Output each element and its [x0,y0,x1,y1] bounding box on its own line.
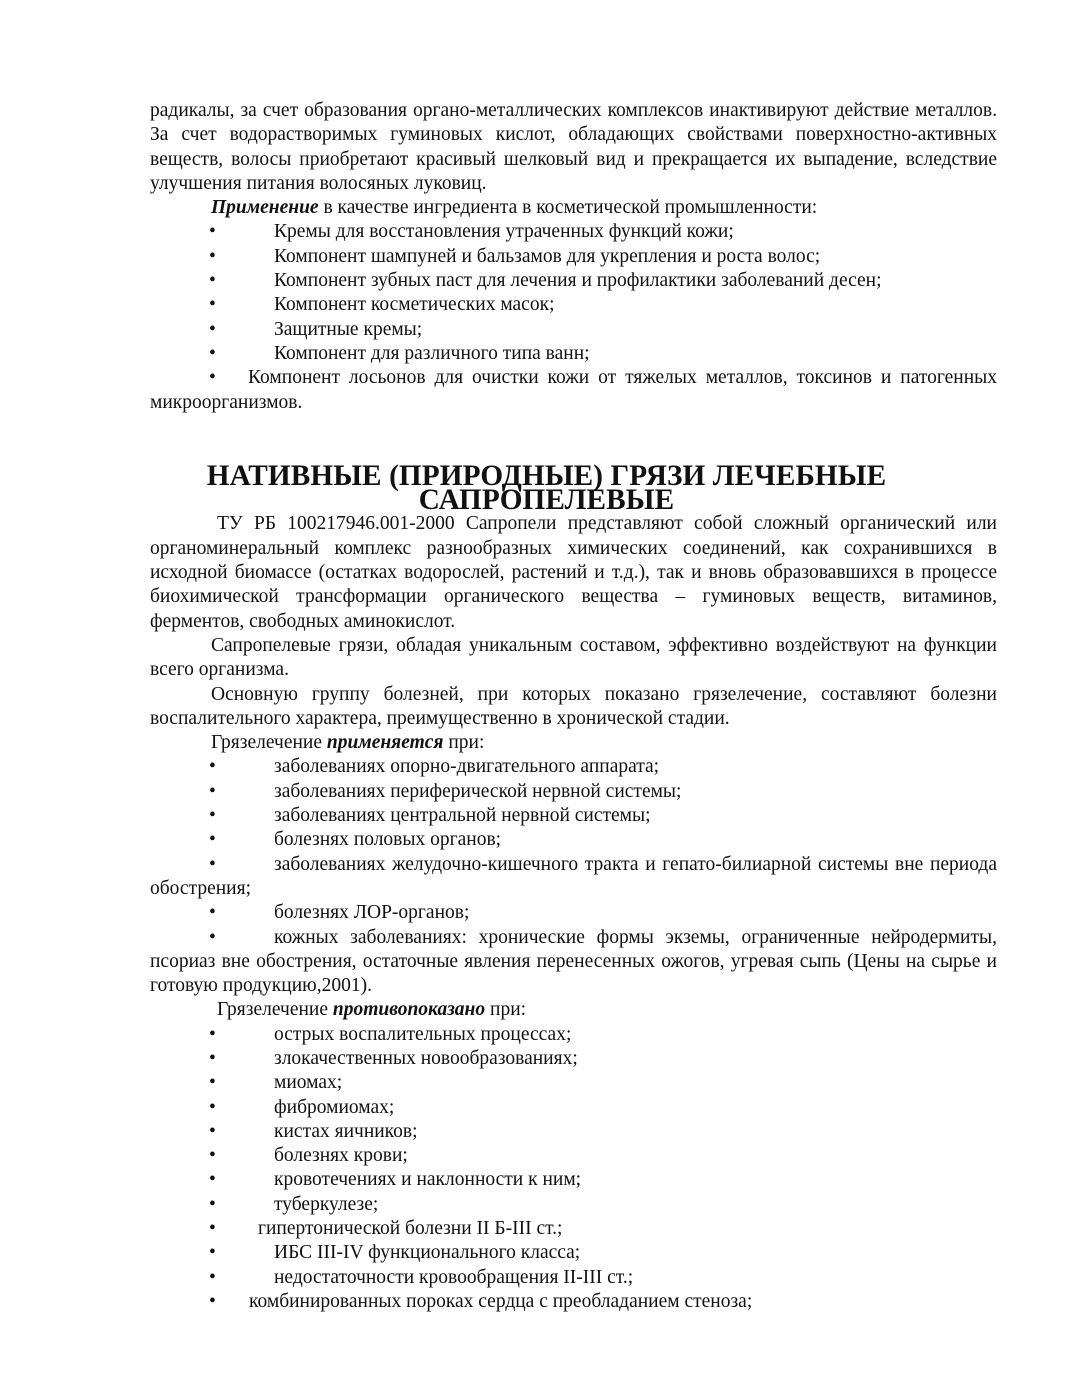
bullet-icon: • [209,245,216,267]
bullet-icon: • [209,805,216,827]
list-item: • туберкулезе; [150,1193,997,1217]
paragraph: Сапропелевые грязи, обладая уникальным составом, эффективно воздействуют на функции всего организма. [150,634,997,681]
bullet-icon: • [209,756,216,778]
bullet-icon: • [209,1120,216,1142]
paragraph: Основную группу болезней, при которых показано грязелечение, составляют болезни воспалительного характера, преимущественно в хронической стадии. [150,683,997,729]
bullet-icon: • [209,1290,216,1312]
bullet-icon: • [209,1072,216,1094]
section-title: НАТИВНЫЕ (ПРИРОДНЫЕ) ГРЯЗИ ЛЕЧЕБНЫЕ САПРОПЕЛЕВЫЕ [206,459,887,517]
bullet-icon: • [209,853,216,875]
bullet-icon: • [209,902,216,924]
list-item: • кровотечениях и наклонности к ним; [150,1168,997,1192]
document-page [150,99,997,1314]
list-item: • миомах; [150,1071,997,1095]
list-item: • Компонент шампуней и бальзамов для укрепления и роста волос; [150,245,997,269]
list-item: • болезнях ЛОР-органов; [150,901,997,925]
bullet-icon: • [209,1023,216,1045]
paragraph: ТУ РБ 100217946.001-2000 Сапропели представляют собой сложный органический или органоминеральный комплекс разнообразных химических соединений, как сохранившихся в исходной биомассе (остатках водорослей, растений и т.д.), так и вновь образовавшихся в процессе биохимической трансформации органического вещества – гуминовых веществ, витаминов, ферментов, свободных аминокислот. [150,513,997,632]
list-item: • Компонент косметических масок; [150,293,997,317]
list-item: • злокачественных новообразованиях; [150,1047,997,1071]
list-item: • гипертонической болезни II Б-III ст.; [150,1217,997,1241]
indications-list [150,755,997,998]
bullet-icon: • [209,829,216,851]
bullet-icon: • [209,342,216,364]
bullet-icon: • [209,1169,216,1191]
list-item: • заболеваниях желудочно-кишечного тракта и гепато-билиарной системы вне периода обострения; [150,853,997,899]
list-item: • заболеваниях опорно-двигательного аппарата; [150,755,997,779]
application-lead [150,196,997,220]
list-item: • острых воспалительных процессах; [150,1023,997,1047]
list-item: • комбинированных пороках сердца с преобладанием стеноза; [150,1290,997,1314]
bullet-icon: • [209,294,216,316]
bullet-icon: • [209,318,216,340]
bullet-icon: • [209,1218,216,1240]
list-item: • болезнях крови; [150,1144,997,1168]
bullet-icon: • [209,1266,216,1288]
list-item: • ИБС III-IV функционального класса; [150,1241,997,1265]
list-item: • заболеваниях периферической нервной системы; [150,780,997,804]
bullet-icon: • [209,1047,216,1069]
list-item: • Защитные кремы; [150,318,997,342]
application-list [150,220,997,414]
indications-label: применяется [326,732,444,754]
bullet-icon: • [209,780,216,802]
bullet-icon: • [209,270,216,292]
bullet-icon: • [209,221,216,243]
bullet-icon: • [209,367,216,389]
list-item: • кистах яичников; [150,1120,997,1144]
contraindications-label: противопоказано [332,999,486,1021]
bullet-icon: • [209,926,216,948]
contraindications-list [150,1023,997,1315]
application-label: Применение [211,197,319,219]
intro-paragraph: радикалы, за счет образования органо-металлических комплексов инактивируют действие металлов. За счет водорастворимых гуминовых кислот, обладающих свойствами поверхностно-активных веществ, волосы приобретают красивый шелковый вид и прекращается их выпадение, вследствие улучшения питания волосяных луковиц. [150,100,997,194]
list-item: • фибромиомах; [150,1096,997,1120]
list-item: • Компонент лосьонов для очистки кожи от тяжелых металлов, токсинов и патогенных микроорганизмов. [150,367,997,413]
bullet-icon: • [209,1242,216,1264]
list-item: • Компонент зубных паст для лечения и профилактики заболеваний десен; [150,269,997,293]
list-item: • Компонент для различного типа ванн; [150,342,997,366]
bullet-icon: • [209,1096,216,1118]
application-text: в качестве ингредиента в косметической промышленности: [318,197,818,219]
list-item: • заболеваниях центральной нервной системы; [150,804,997,828]
section-gap [150,415,997,464]
bullet-icon: • [209,1193,216,1215]
contraindications-lead: Грязелечение противопоказано при: [217,999,527,1021]
list-item: • кожных заболеваниях: хронические формы экземы, ограниченные нейродермиты, псориаз вне обострения, остаточные явления перенесенных ожогов, угревая сыпь (Цены на сырье и готовую продукцию,2001). [150,926,997,997]
list-item: • болезнях половых органов; [150,828,997,852]
list-item: • недостаточности кровообращения II-III ст.; [150,1266,997,1290]
bullet-icon: • [209,1145,216,1167]
indications-lead: Грязелечение применяется при: [211,732,485,754]
list-item: • Кремы для восстановления утраченных функций кожи; [150,220,997,244]
